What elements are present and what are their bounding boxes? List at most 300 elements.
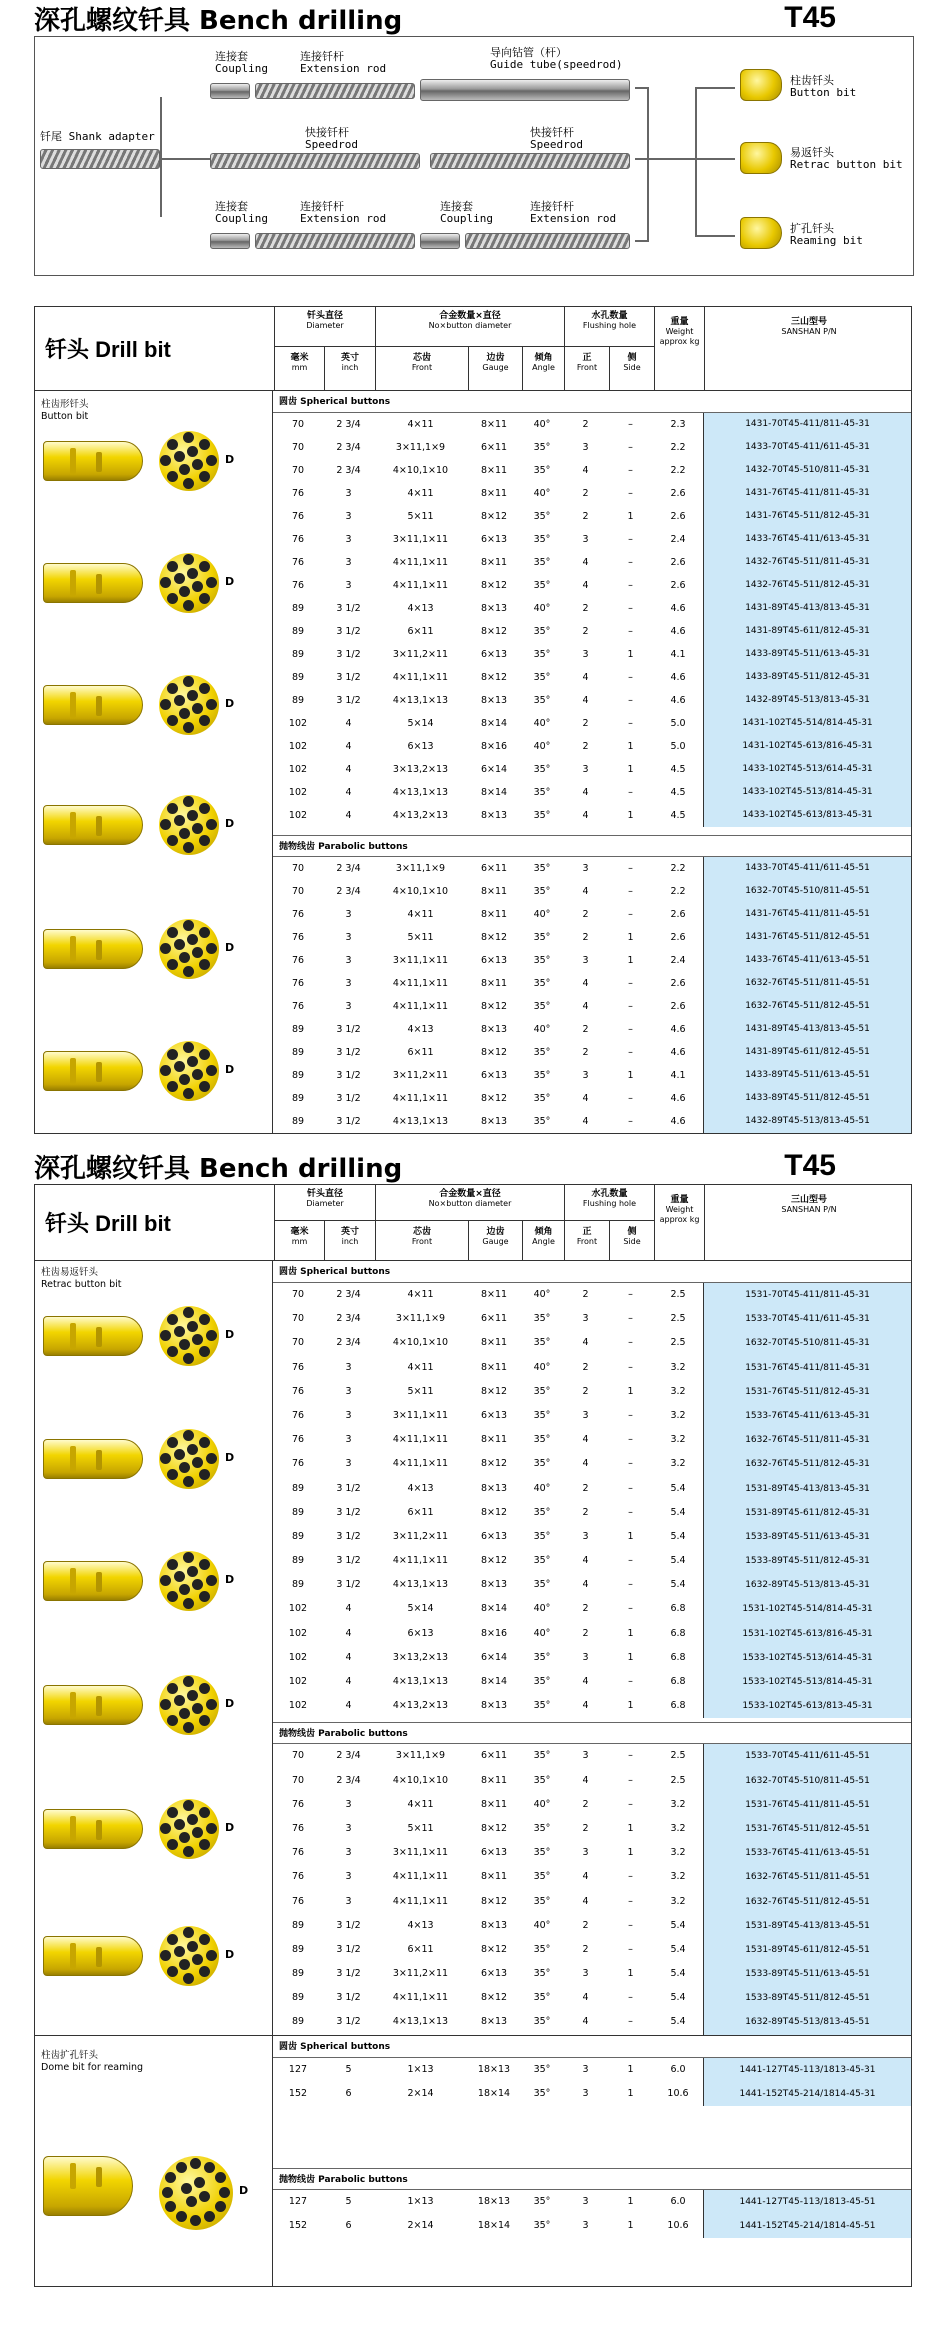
gauge-angle: 35° <box>533 672 551 683</box>
diameter-mm: 70 <box>291 1289 305 1300</box>
gauge-buttons: 8×11 <box>480 1774 508 1786</box>
flush-front: 3 <box>582 955 589 966</box>
diameter-mm: 70 <box>291 1750 305 1762</box>
diameter-inch: 2 3/4 <box>336 863 361 874</box>
flush-side: – <box>628 465 633 476</box>
gauge-angle: 35° <box>533 1409 551 1421</box>
part-number: 1433-70T45-411/611-45-31 <box>703 436 911 459</box>
weight: 4.5 <box>670 787 686 798</box>
gauge-angle: 35° <box>533 1895 551 1907</box>
weight: 4.1 <box>670 649 686 660</box>
table-header: 钎头 Drill bit 钎头直径 Diameter 毫米 mm 英寸 inch 合金数量×直径 No×button diameter 芯齿 Front 边齿 Gauge 倾角 Angle 水孔数量 Flushing hole 正 Front 侧 Side 重量 Weight approx kg 三山型号 SANSHAN P/N <box>35 307 911 391</box>
diameter-mm: 76 <box>291 1001 305 1012</box>
page-title: 深孔螺纹钎具 Bench drilling <box>34 5 403 36</box>
flush-front: 2 <box>582 1024 589 1035</box>
part-number: 1533-70T45-411/611-45-31 <box>703 1307 911 1331</box>
flush-front: 2 <box>582 1385 589 1397</box>
part-number: 1531-76T45-411/811-45-31 <box>703 1356 911 1380</box>
weight: 3.2 <box>670 1458 686 1470</box>
diameter-mm: 89 <box>291 1943 305 1955</box>
diameter-mm: 76 <box>291 534 305 545</box>
part-number: 1533-76T45-411/613-45-31 <box>703 1404 911 1428</box>
weight: 3.2 <box>670 1409 686 1421</box>
diameter-inch: 3 1/2 <box>336 1919 361 1931</box>
weight: 5.0 <box>670 718 686 729</box>
gauge-buttons: 8×13 <box>480 1919 508 1931</box>
diameter-inch: 3 <box>345 1871 352 1883</box>
gauge-buttons: 8×11 <box>480 978 508 989</box>
diameter-mm: 70 <box>291 863 305 874</box>
flush-side: – <box>628 1047 633 1058</box>
drill-string-diagram <box>34 36 914 276</box>
diameter-mm: 89 <box>291 1555 305 1567</box>
gauge-angle: 35° <box>533 534 551 545</box>
gauge-angle: 35° <box>533 1847 551 1859</box>
flush-front: 2 <box>582 1603 589 1615</box>
gauge-buttons: 8×12 <box>480 1555 508 1567</box>
gauge-buttons: 8×13 <box>480 603 508 614</box>
weight: 5.4 <box>670 1968 686 1980</box>
diameter-inch: 3 <box>345 1847 352 1859</box>
flush-side: – <box>628 672 633 683</box>
table-rows <box>273 2036 911 2286</box>
gauge-buttons: 8×13 <box>480 810 508 821</box>
part-number: 1431-89T45-611/812-45-51 <box>703 1041 911 1064</box>
part-number: 1533-102T45-513/814-45-31 <box>703 1670 911 1694</box>
diameter-mm: 102 <box>288 1627 308 1639</box>
flush-front: 4 <box>582 695 589 706</box>
gauge-buttons: 8×16 <box>480 741 508 752</box>
diameter-inch: 3 <box>345 511 352 522</box>
bit-face-view <box>159 1926 219 1986</box>
front-buttons: 4×11,1×11 <box>392 1992 449 2004</box>
gauge-angle: 40° <box>533 741 551 752</box>
gauge-angle: 35° <box>533 511 551 522</box>
flush-side: 1 <box>627 1070 634 1081</box>
gauge-buttons: 8×12 <box>480 1895 508 1907</box>
flush-side: – <box>628 1482 633 1494</box>
flush-side: – <box>628 1434 633 1446</box>
diameter-inch: 3 1/2 <box>336 695 361 706</box>
gauge-buttons: 8×14 <box>480 1676 508 1687</box>
flush-front: 3 <box>582 764 589 775</box>
section-header: 抛物线齿 Parabolic buttons <box>273 2168 911 2190</box>
flush-side: 1 <box>627 764 634 775</box>
flush-front: 4 <box>582 2016 589 2028</box>
front-buttons: 4×10,1×10 <box>392 886 449 897</box>
gauge-angle: 35° <box>533 1385 551 1397</box>
flush-front: 4 <box>582 1093 589 1104</box>
front-buttons: 4×11,1×11 <box>392 1458 449 1470</box>
flush-side: – <box>628 863 633 874</box>
flush-side: 1 <box>627 932 634 943</box>
diameter-inch: 3 1/2 <box>336 1943 361 1955</box>
diameter-inch: 3 1/2 <box>336 603 361 614</box>
gauge-buttons: 8×12 <box>480 626 508 637</box>
part-number: 1431-89T45-413/813-45-31 <box>703 597 911 620</box>
flush-side: – <box>628 886 633 897</box>
gauge-angle: 35° <box>533 1822 551 1834</box>
table-row <box>273 1670 911 1694</box>
front-buttons: 4×10,1×10 <box>392 1774 449 1786</box>
gauge-angle: 35° <box>533 1651 551 1663</box>
flush-side: 1 <box>627 1968 634 1980</box>
weight: 6.8 <box>670 1651 686 1663</box>
bit-face-view <box>159 431 219 491</box>
weight: 2.6 <box>670 580 686 591</box>
flush-front: 3 <box>582 2063 589 2075</box>
gauge-angle: 40° <box>533 1603 551 1615</box>
front-buttons: 3×11,1×9 <box>395 1313 446 1325</box>
table-row <box>273 712 911 735</box>
diameter-inch: 3 <box>345 955 352 966</box>
extension-rod-label-2: 连接钎杆 Extension rod <box>300 200 387 225</box>
table-row <box>273 1018 911 1041</box>
weight: 3.2 <box>670 1847 686 1859</box>
part-number: 1441-152T45-214/1814-45-51 <box>703 2214 911 2238</box>
gauge-angle: 35° <box>533 886 551 897</box>
part-number: 1632-76T45-511/811-45-51 <box>703 1865 911 1889</box>
front-buttons: 6×13 <box>407 1627 434 1639</box>
gauge-angle: 35° <box>533 787 551 798</box>
gauge-buttons: 6×11 <box>480 442 508 453</box>
weight: 5.0 <box>670 741 686 752</box>
flush-front: 3 <box>582 863 589 874</box>
flush-front: 3 <box>582 1651 589 1663</box>
table-row <box>273 1597 911 1621</box>
table-row <box>273 597 911 620</box>
flush-side: – <box>628 1458 633 1470</box>
front-buttons: 3×11,2×11 <box>392 1070 449 1081</box>
flush-side: – <box>628 909 633 920</box>
bit-side-view <box>43 1685 143 1725</box>
weight: 2.5 <box>670 1337 686 1349</box>
gauge-buttons: 6×11 <box>480 863 508 874</box>
weight: 2.6 <box>670 978 686 989</box>
diameter-mm: 102 <box>288 718 308 729</box>
gauge-buttons: 8×11 <box>480 886 508 897</box>
table-row <box>273 1087 911 1110</box>
weight: 2.5 <box>670 1313 686 1325</box>
flush-side: – <box>628 978 633 989</box>
flush-side: – <box>628 1361 633 1373</box>
weight: 4.6 <box>670 603 686 614</box>
flush-side: – <box>628 1871 633 1883</box>
table-row <box>273 880 911 903</box>
flush-side: – <box>628 1676 633 1687</box>
gauge-angle: 35° <box>533 2195 551 2207</box>
diameter-mm: 76 <box>291 955 305 966</box>
gauge-angle: 35° <box>533 1093 551 1104</box>
flush-side: 1 <box>627 649 634 660</box>
part-number: 1632-70T45-510/811-45-31 <box>703 1331 911 1355</box>
page-title-2: 深孔螺纹钎具 Bench drilling <box>34 1153 403 1184</box>
part-number: 1431-89T45-413/813-45-51 <box>703 1018 911 1041</box>
bit-side-view <box>43 563 143 603</box>
diameter-mm: 76 <box>291 1434 305 1446</box>
diameter-mm: 76 <box>291 1458 305 1470</box>
reaming-bit-thumbnail <box>740 217 782 249</box>
table-row <box>273 2082 911 2106</box>
diameter-inch: 4 <box>345 1651 352 1663</box>
gauge-angle: 35° <box>533 978 551 989</box>
diameter-mm: 70 <box>291 442 305 453</box>
table-row <box>273 857 911 880</box>
front-buttons: 3×11,1×11 <box>392 955 449 966</box>
front-buttons: 4×11,1×11 <box>392 978 449 989</box>
flush-front: 4 <box>582 557 589 568</box>
part-number: 1632-76T45-511/812-45-31 <box>703 1452 911 1476</box>
page-header <box>0 0 950 36</box>
diameter-mm: 70 <box>291 1313 305 1325</box>
diameter-mm: 152 <box>288 2219 308 2231</box>
flush-front: 4 <box>582 1337 589 1349</box>
flush-front: 2 <box>582 718 589 729</box>
front-buttons: 4×11,1×11 <box>392 557 449 568</box>
gauge-buttons: 8×11 <box>480 1337 508 1349</box>
diameter-mm: 102 <box>288 810 308 821</box>
gauge-angle: 35° <box>533 932 551 943</box>
diameter-inch: 2 3/4 <box>336 419 361 430</box>
table-row <box>273 1986 911 2010</box>
part-number: 1433-76T45-411/613-45-31 <box>703 528 911 551</box>
gauge-buttons: 18×14 <box>477 2219 511 2231</box>
front-buttons: 1×13 <box>407 2195 434 2207</box>
front-buttons: 4×13,1×13 <box>392 1579 449 1591</box>
gauge-angle: 35° <box>533 1774 551 1786</box>
diameter-inch: 4 <box>345 741 352 752</box>
front-buttons: 4×13,2×13 <box>392 1700 449 1712</box>
part-number: 1531-102T45-514/814-45-31 <box>703 1597 911 1621</box>
flush-side: – <box>628 695 633 706</box>
front-buttons: 3×11,2×11 <box>392 1968 449 1980</box>
gauge-buttons: 8×14 <box>480 787 508 798</box>
table-row <box>273 758 911 781</box>
diameter-inch: 3 <box>345 1798 352 1810</box>
bit-face-view <box>159 2156 233 2230</box>
diameter-inch: 4 <box>345 764 352 775</box>
table-row <box>273 2010 911 2034</box>
front-buttons: 4×13,1×13 <box>392 787 449 798</box>
weight: 10.6 <box>667 2087 689 2099</box>
flush-front: 4 <box>582 886 589 897</box>
diameter-marker: D <box>225 1948 235 1961</box>
diameter-mm: 70 <box>291 465 305 476</box>
page-header-2 <box>0 1148 950 1184</box>
diameter-inch: 3 <box>345 557 352 568</box>
flush-front: 2 <box>582 741 589 752</box>
coupling-label-3: 连接套 Coupling <box>440 200 493 225</box>
diameter-mm: 76 <box>291 1822 305 1834</box>
flush-side: – <box>628 1750 633 1762</box>
gauge-buttons: 8×11 <box>480 1798 508 1810</box>
diameter-inch: 3 <box>345 1458 352 1470</box>
flush-side: – <box>628 1337 633 1349</box>
weight: 2.2 <box>670 886 686 897</box>
diameter-inch: 3 1/2 <box>336 1968 361 1980</box>
gauge-buttons: 8×11 <box>480 1361 508 1373</box>
part-number: 1632-76T45-511/812-45-51 <box>703 1890 911 1914</box>
table-row <box>273 949 911 972</box>
diameter-mm: 76 <box>291 1409 305 1421</box>
flush-front: 4 <box>582 672 589 683</box>
front-buttons: 4×11 <box>407 909 434 920</box>
flush-front: 3 <box>582 1409 589 1421</box>
coupling-label: 连接套 Coupling <box>215 50 268 75</box>
bit-side-view <box>43 929 143 969</box>
gauge-buttons: 8×13 <box>480 1482 508 1494</box>
part-number: 1632-89T45-513/813-45-51 <box>703 2010 911 2034</box>
diameter-marker: D <box>225 697 235 710</box>
part-number: 1632-70T45-510/811-45-51 <box>703 1769 911 1793</box>
flush-side: – <box>628 1774 633 1786</box>
front-buttons: 4×13 <box>407 1919 434 1931</box>
part-number: 1431-102T45-613/816-45-31 <box>703 735 911 758</box>
diameter-mm: 70 <box>291 419 305 430</box>
flush-front: 3 <box>582 2195 589 2207</box>
diameter-inch: 3 1/2 <box>336 1530 361 1542</box>
front-buttons: 4×11 <box>407 1289 434 1300</box>
flush-side: – <box>628 442 633 453</box>
table-row <box>273 436 911 459</box>
bit-face-view <box>159 675 219 735</box>
gauge-buttons: 8×14 <box>480 718 508 729</box>
diameter-marker: D <box>225 1573 235 1586</box>
flush-front: 4 <box>582 580 589 591</box>
table-row <box>273 1501 911 1525</box>
gauge-angle: 35° <box>533 1943 551 1955</box>
flush-side: – <box>628 787 633 798</box>
table-row <box>273 903 911 926</box>
bit-side-view <box>43 1936 143 1976</box>
gauge-angle: 35° <box>533 1001 551 1012</box>
diameter-marker: D <box>225 1328 235 1341</box>
front-buttons: 4×13,1×13 <box>392 2016 449 2028</box>
weight: 5.4 <box>670 1919 686 1931</box>
diameter-mm: 76 <box>291 1385 305 1397</box>
gauge-angle: 35° <box>533 1750 551 1762</box>
gauge-buttons: 8×16 <box>480 1627 508 1639</box>
weight: 6.0 <box>670 2063 686 2075</box>
diameter-mm: 76 <box>291 1871 305 1883</box>
table-header: 钎头 Drill bit 钎头直径 Diameter 毫米 mm 英寸 inch 合金数量×直径 No×button diameter 芯齿 Front 边齿 Gauge 倾角 Angle 水孔数量 Flushing hole 正 Front 侧 Side 重量 Weight approx kg 三山型号 SANSHAN P/N <box>35 1185 911 1261</box>
flush-front: 3 <box>582 2219 589 2231</box>
gauge-angle: 35° <box>533 626 551 637</box>
part-number: 1531-102T45-613/816-45-31 <box>703 1622 911 1646</box>
front-buttons: 6×11 <box>407 1943 434 1955</box>
weight: 5.4 <box>670 1530 686 1542</box>
diameter-mm: 127 <box>288 2195 308 2207</box>
section-header: 抛物线齿 Parabolic buttons <box>273 1722 911 1744</box>
weight: 6.0 <box>670 2195 686 2207</box>
weight: 2.6 <box>670 488 686 499</box>
table-row <box>273 1793 911 1817</box>
table-row <box>273 528 911 551</box>
flush-side: 1 <box>627 1651 634 1663</box>
diameter-mm: 70 <box>291 1774 305 1786</box>
diameter-mm: 76 <box>291 1847 305 1859</box>
table-rows <box>273 391 911 1133</box>
table-row <box>273 1428 911 1452</box>
flush-side: 1 <box>627 511 634 522</box>
table-row <box>273 1110 911 1133</box>
front-buttons: 4×13,1×13 <box>392 1116 449 1127</box>
table-row <box>273 1769 911 1793</box>
flush-front: 2 <box>582 511 589 522</box>
diameter-mm: 76 <box>291 909 305 920</box>
front-buttons: 3×11,1×9 <box>395 442 446 453</box>
table-row <box>273 620 911 643</box>
gauge-angle: 35° <box>533 1530 551 1542</box>
flush-side: – <box>628 1603 633 1615</box>
weight: 2.5 <box>670 1750 686 1762</box>
table-row <box>273 551 911 574</box>
flush-side: – <box>628 1943 633 1955</box>
weight: 2.4 <box>670 955 686 966</box>
diameter-mm: 102 <box>288 1651 308 1663</box>
diameter-marker: D <box>225 575 235 588</box>
flush-side: – <box>628 580 633 591</box>
bit-side-view <box>43 441 143 481</box>
diameter-inch: 6 <box>345 2087 352 2099</box>
flush-side: – <box>628 1093 633 1104</box>
flush-front: 4 <box>582 1001 589 1012</box>
bit-face-view <box>159 1551 219 1611</box>
gauge-buttons: 18×13 <box>477 2063 511 2075</box>
diameter-inch: 3 1/2 <box>336 1992 361 2004</box>
front-buttons: 5×14 <box>407 1603 434 1615</box>
flush-front: 3 <box>582 1750 589 1762</box>
diameter-mm: 89 <box>291 1579 305 1591</box>
weight: 2.2 <box>670 863 686 874</box>
gauge-buttons: 8×11 <box>480 488 508 499</box>
part-number: 1533-102T45-613/813-45-31 <box>703 1694 911 1718</box>
gauge-buttons: 8×13 <box>480 1116 508 1127</box>
weight: 3.2 <box>670 1798 686 1810</box>
diameter-inch: 3 1/2 <box>336 1579 361 1591</box>
gauge-angle: 35° <box>533 1968 551 1980</box>
weight: 5.4 <box>670 1579 686 1591</box>
bit-side-view <box>43 2156 133 2216</box>
diameter-mm: 89 <box>291 1506 305 1518</box>
table-row <box>273 643 911 666</box>
weight: 2.6 <box>670 511 686 522</box>
diameter-inch: 3 <box>345 1434 352 1446</box>
table-row <box>273 1938 911 1962</box>
part-number: 1441-127T45-113/1813-45-51 <box>703 2190 911 2214</box>
gauge-angle: 35° <box>533 863 551 874</box>
diameter-mm: 152 <box>288 2087 308 2099</box>
diameter-inch: 3 <box>345 1895 352 1907</box>
diameter-inch: 4 <box>345 810 352 821</box>
diameter-inch: 4 <box>345 1603 352 1615</box>
gauge-buttons: 8×13 <box>480 1024 508 1035</box>
bit-images-column <box>35 2036 273 2286</box>
table-row <box>273 1064 911 1087</box>
diameter-inch: 3 1/2 <box>336 1555 361 1567</box>
diameter-mm: 76 <box>291 511 305 522</box>
coupling-label-2: 连接套 Coupling <box>215 200 268 225</box>
diameter-inch: 3 <box>345 978 352 989</box>
extension-rod-label: 连接钎杆 Extension rod <box>300 50 387 75</box>
model-code: T45 <box>784 1 836 34</box>
bit-face-view <box>159 553 219 613</box>
table-row <box>273 972 911 995</box>
flush-side: – <box>628 1919 633 1931</box>
flush-side: 1 <box>627 810 634 821</box>
gauge-buttons: 6×14 <box>480 1651 508 1663</box>
flush-side: – <box>628 419 633 430</box>
